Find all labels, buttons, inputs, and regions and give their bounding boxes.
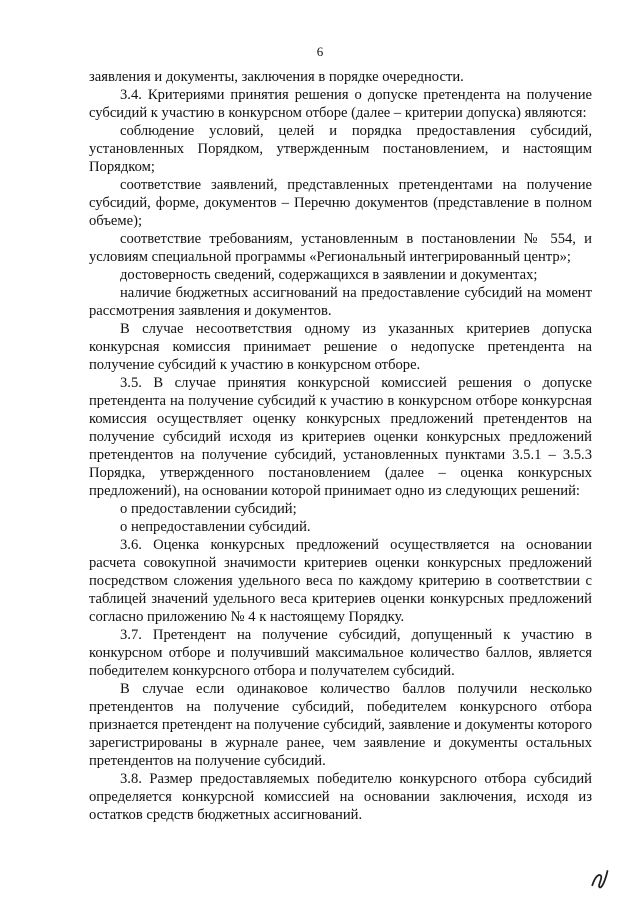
paragraph: соответствие заявлений, представленных претендентами на получение субсидий, форме, документов – Перечню документов (представление в полном объеме);: [89, 177, 592, 229]
paragraph: соблюдение условий, целей и порядка предоставления субсидий, установленных Порядком, утвержденным постановлением, и настоящим Порядком;: [89, 123, 592, 175]
body-text: [89, 68, 592, 824]
paragraph: соответствие требованиям, установленным в постановлении № 554, и условиям специальной программы «Региональный интегрированный центр»;: [89, 231, 592, 265]
paragraph: о непредоставлении субсидий.: [120, 519, 311, 535]
paragraph: В случае если одинаковое количество баллов получили несколько претендентов на получение субсидий, победителем конкурсного отбора признается претендент на получение субсидий, заявление и документы которого зарегистрированы в журнале ранее, чем заявление и документы остальных претендентов на получение субсидий.: [89, 681, 592, 769]
paragraph: достоверность сведений, содержащихся в заявлении и документах;: [120, 267, 538, 283]
paragraph: заявления и документы, заключения в порядке очередности.: [89, 69, 464, 85]
paragraph: В случае несоответствия одному из указанных критериев допуска конкурсная комиссия принимает решение о недопуске претендента на получение субсидий к участию в конкурсном отборе.: [89, 321, 592, 373]
paragraph: 3.4. Критериями принятия решения о допуске претендента на получение субсидий к участию в конкурсном отборе (далее – критерии допуска) являются:: [89, 87, 592, 121]
paragraph: наличие бюджетных ассигнований на предоставление субсидий на момент рассмотрения заявления и документов.: [89, 285, 592, 319]
page-number: 6: [316, 44, 324, 59]
signature-icon: [586, 864, 615, 893]
handwritten-initial-mark: [586, 864, 616, 900]
paragraph: 3.5. В случае принятия конкурсной комиссией решения о допуске претендента на получение субсидий к участию в конкурсном отборе конкурсная комиссия осуществляет оценку конкурсных предложений претендентов на получение субсидий исходя из критериев оценки конкурсных предложений претендентов на получение субсидий, установленных пунктами 3.5.1 – 3.5.3 Порядка, утвержденного постановлением (далее – оценка конкурсных предложений), на основании которой принимает одно из следующих решений:: [89, 375, 592, 499]
paragraph: 3.7. Претендент на получение субсидий, допущенный к участию в конкурсном отборе и получивший максимальное количество баллов, является победителем конкурсного отбора и получателем субсидий.: [89, 627, 592, 679]
paragraph: 3.6. Оценка конкурсных предложений осуществляется на основании расчета совокупной значимости критериев оценки конкурсных предложений посредством сложения удельного веса по каждому критерию в соответствии с таблицей значений удельного веса критериев оценки конкурсных предложений согласно приложению № 4 к настоящему Порядку.: [89, 537, 592, 625]
paragraph: 3.8. Размер предоставляемых победителю конкурсного отбора субсидий определяется конкурсной комиссией на основании заключения, исходя из остатков средств бюджетных ассигнований.: [89, 771, 592, 823]
paragraph: о предоставлении субсидий;: [120, 501, 297, 517]
